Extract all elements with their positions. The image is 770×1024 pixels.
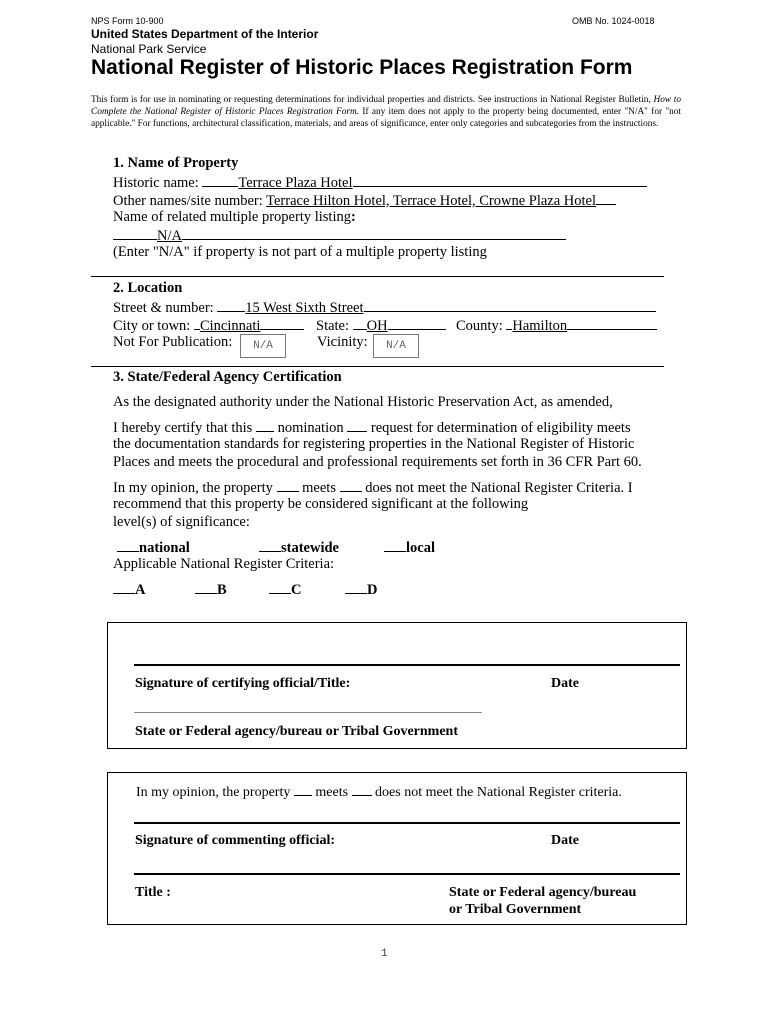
city-value[interactable]: Cincinnati: [199, 318, 261, 334]
state-value[interactable]: OH: [366, 318, 388, 334]
street-row: [113, 298, 656, 317]
criteria-label: Applicable National Register Criteria:: [113, 556, 335, 572]
certifying-date-label: Date: [551, 676, 579, 691]
other-names-label: Other names/site number:: [113, 193, 267, 209]
state-row: [316, 316, 446, 335]
form-number: NPS Form 10-900: [91, 16, 164, 26]
opinion-line-3: level(s) of significance:: [113, 514, 250, 530]
county-value[interactable]: Hamilton: [512, 318, 568, 334]
city-row: [113, 316, 304, 335]
street-value[interactable]: 15 West Sixth Street: [245, 300, 364, 316]
level-local[interactable]: local: [384, 538, 435, 557]
certify-text-3: request for determination of eligibility meets: [367, 420, 631, 436]
commenting-does-not-meet-blank[interactable]: [352, 782, 372, 796]
page-number: 1: [381, 948, 388, 960]
related-listing-value-row: [113, 226, 566, 245]
certify-line-2: the documentation standards for registering properties in the National Register of Historic: [113, 436, 635, 452]
divider: [91, 276, 664, 277]
historic-name-value[interactable]: Terrace Plaza Hotel: [238, 175, 353, 191]
publication-label: Not For Publication:: [113, 334, 233, 350]
commenting-opinion-text-1: In my opinion, the property: [136, 785, 294, 800]
page-title: National Register of Historic Places Registration Form: [91, 56, 633, 79]
not-for-publication-field[interactable]: N/A: [240, 334, 286, 358]
agency-line[interactable]: [134, 712, 482, 713]
nomination-blank[interactable]: [256, 418, 274, 432]
related-listing-row: [113, 209, 356, 226]
criteria-d[interactable]: D: [345, 580, 377, 599]
historic-name-row: [113, 173, 647, 192]
certify-row: [113, 418, 631, 437]
state-label: State:: [316, 318, 353, 334]
certifying-signature-label: Signature of certifying official/Title:: [135, 676, 351, 691]
related-listing-colon: :: [350, 209, 356, 225]
certifying-agency-label: State or Federal agency/bureau or Tribal Government: [135, 724, 459, 739]
other-names-value[interactable]: Terrace Hilton Hotel, Terrace Hotel, Crowne Plaza Hotel: [266, 193, 597, 209]
section-1-heading: 1. Name of Property: [113, 155, 239, 171]
section-3-heading: 3. State/Federal Agency Certification: [113, 369, 342, 385]
opinion-text-1: In my opinion, the property: [113, 480, 277, 496]
certify-text-2: nomination: [273, 420, 348, 436]
commenting-date-label: Date: [551, 833, 579, 848]
request-blank[interactable]: [347, 418, 367, 432]
intro-text-2: If any item does not apply to the property being documented, enter "N/A" for "not applicable." For functions, architectural classification, materials, and areas of significance, enter only categories and subcategories from the instructions.: [91, 107, 682, 130]
commenting-agency-label-2: or Tribal Government: [449, 902, 582, 917]
authority-text: As the designated authority under the National Historic Preservation Act, as amended,: [113, 394, 613, 410]
vicinity-label: Vicinity:: [317, 334, 368, 350]
commenting-opinion-text-2: meets: [311, 785, 352, 800]
intro-paragraph: [91, 94, 681, 131]
does-not-meet-blank[interactable]: [340, 478, 362, 492]
bulletin-title: How to Complete the National Register of Historic Places Registration Form.: [91, 95, 682, 118]
historic-name-label: Historic name:: [113, 175, 203, 191]
department-name: United States Department of the Interior: [91, 27, 319, 41]
section-2-heading: 2. Location: [113, 280, 183, 296]
criteria-c[interactable]: C: [269, 580, 301, 599]
commenting-signature-label: Signature of commenting official:: [135, 833, 335, 848]
criteria-a[interactable]: A: [113, 580, 145, 599]
commenting-title-label: Title :: [135, 885, 171, 900]
meets-blank[interactable]: [277, 478, 299, 492]
county-label: County:: [456, 318, 507, 334]
opinion-line-2: recommend that this property be considered significant at the following: [113, 496, 529, 512]
other-names-row: [113, 191, 616, 210]
intro-text-1: This form is for use in nominating or requesting determinations for individual properties and districts. See instructions in National Register Bulletin,: [91, 95, 654, 105]
certifying-signature-line[interactable]: [134, 664, 680, 666]
commenting-signature-line[interactable]: [134, 822, 680, 824]
certify-text-1: I hereby certify that this: [113, 420, 256, 436]
level-national[interactable]: national: [117, 538, 190, 557]
opinion-row: [113, 478, 633, 497]
certify-line-3: Places and meets the procedural and professional requirements set forth in 36 CFR Part 60.: [113, 454, 642, 470]
criteria-b[interactable]: B: [195, 580, 227, 599]
divider: [91, 366, 664, 367]
street-label: Street & number:: [113, 300, 218, 316]
opinion-text-3: does not meet the National Register Criteria. I: [361, 480, 633, 496]
vicinity-field[interactable]: N/A: [373, 334, 419, 358]
service-name: National Park Service: [91, 42, 207, 56]
commenting-title-line[interactable]: [134, 873, 680, 875]
opinion-text-2: meets: [298, 480, 340, 496]
commenting-meets-blank[interactable]: [294, 782, 312, 796]
level-statewide[interactable]: statewide: [259, 538, 339, 557]
related-listing-label: Name of related multiple property listing: [113, 209, 351, 225]
commenting-agency-label-1: State or Federal agency/bureau: [449, 885, 637, 900]
related-listing-note: (Enter "N/A" if property is not part of a multiple property listing: [113, 244, 487, 260]
commenting-opinion-text-3: does not meet the National Register criteria.: [371, 785, 622, 800]
omb-number: OMB No. 1024-0018: [572, 16, 655, 26]
county-row: [456, 316, 657, 335]
related-listing-value[interactable]: N/A: [157, 228, 182, 244]
city-label: City or town:: [113, 318, 194, 334]
commenting-opinion-row: [136, 782, 622, 801]
